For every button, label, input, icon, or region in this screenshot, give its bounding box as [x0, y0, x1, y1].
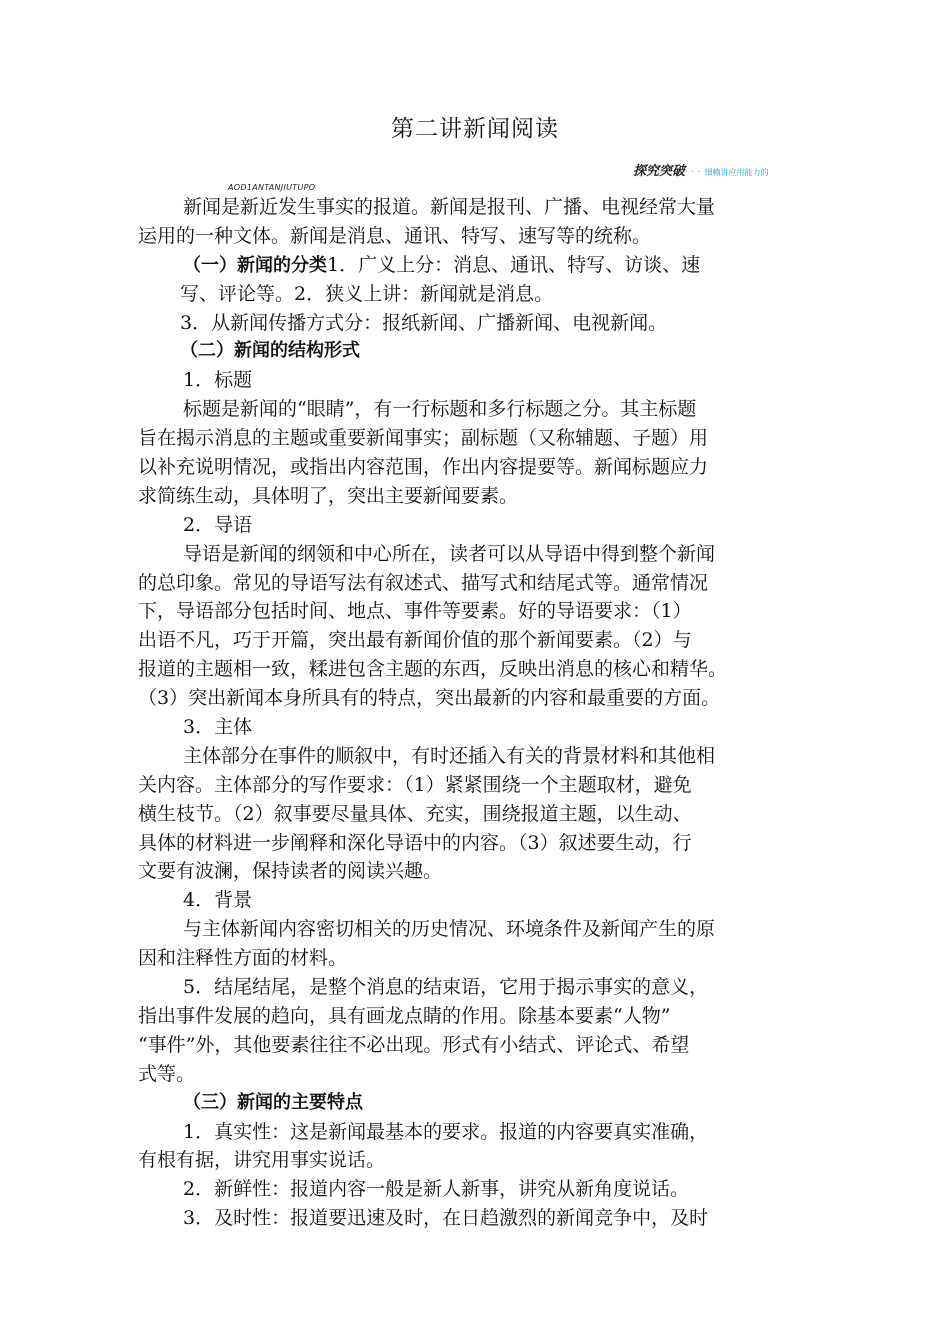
paragraph-line: 2．新鲜性：报道内容一般是新人新事，讲究从新角度说话。 — [183, 1178, 690, 1201]
paragraph-line: “事件”外，其他要素往往不必出现。形式有小结式、评论式、希望 — [138, 1033, 690, 1056]
paragraph-line: 以补充说明情况，或指出内容范围，作出内容提要等。新闻标题应力 — [138, 456, 709, 479]
inline-text: 1．广义上分：消息、通讯、特写、访谈、速 — [327, 253, 701, 276]
paragraph-line: 式等。 — [138, 1062, 196, 1085]
paragraph-line: 运用的一种文体。新闻是消息、通讯、特写、速写等的统称。 — [138, 224, 652, 247]
paragraph-line: 1．真实性：这是新闻最基本的要求。报道的内容要真实准确， — [183, 1120, 709, 1143]
section-heading: （二）新闻的结构形式 — [180, 340, 360, 362]
document-body — [138, 193, 818, 1233]
paragraph-line: 新闻是新近发生事实的报道。新闻是报刊、广播、电视经常大量 — [183, 196, 716, 218]
paragraph-line: （3）突出新闻本身所具有的特点，突出最新的内容和最重要的方面。 — [138, 687, 721, 710]
paragraph-line: 横生枝节。（2）叙事要尽量具体、充实，围绕报道主题，以生动、 — [138, 802, 692, 825]
paragraph-line: 旨在揭示消息的主题或重要新闻事实；副标题（又称辅题、子题）用 — [138, 427, 709, 450]
paragraph-line: 文要有波澜，保持读者的阅读兴趣。 — [138, 860, 443, 883]
banner-title: 探究突破 — [633, 164, 686, 179]
paragraph-line: 指出事件发展的趋向，具有画龙点睛的作用。除基本要素“人物” — [138, 1004, 671, 1027]
paragraph-line: 有根有据，讲究用事实说话。 — [138, 1149, 386, 1172]
banner-pinyin: AOD1ANTANJIUTUPO — [228, 183, 316, 192]
section-heading: （一）新闻的分类 — [183, 254, 327, 276]
page-title: 第二讲新闻阅读 — [391, 116, 559, 142]
paragraph-line: 的总印象。常见的导语写法有叙述式、描写式和结尾式等。通常情况 — [138, 571, 709, 594]
paragraph-line: 3．从新闻传播方式分：报纸新闻、广播新闻、电视新闻。 — [180, 311, 668, 334]
paragraph-line: 3．及时性：报道要迅速及时，在日趋激烈的新闻竞争中，及时 — [183, 1207, 709, 1230]
paragraph-line: 因和注释性方面的材料。 — [138, 947, 348, 970]
paragraph-line: 主体部分在事件的顺叙中，有时还插入有关的背景材料和其他相 — [183, 744, 716, 767]
paragraph-line — [138, 251, 818, 280]
paragraph-line: 求简练生动，具体明了，突出主要新闻要素。 — [138, 484, 519, 507]
section-heading: （三）新闻的主要特点 — [183, 1091, 363, 1113]
paragraph-line: 关内容。主体部分的写作要求：（1）紧紧围绕一个主题取材，避免 — [138, 773, 692, 796]
paragraph-line: 下，导语部分包括时间、地点、事件等要素。好的导语要求：（1） — [138, 600, 692, 623]
subheading: 2．导语 — [183, 513, 253, 536]
subheading: 3．主体 — [183, 716, 253, 739]
banner-dots: · · — [691, 167, 701, 178]
paragraph-line: 具体的材料进一步阐释和深化导语中的内容。（3）叙述要生动，行 — [138, 831, 692, 854]
paragraph-line: 报道的主题相一致，糅进包含主题的东西，反映出消息的核心和精华。 — [138, 658, 728, 681]
subheading: 4．背景 — [183, 889, 253, 912]
paragraph-line: 与主体新闻内容密切相关的历史情况、环境条件及新闻产生的原 — [183, 918, 716, 941]
subheading: 1．标题 — [183, 369, 253, 392]
banner-subtitle: 细赖讲应用能力的 — [704, 168, 769, 177]
paragraph-line: 5．结尾结尾，是整个消息的结束语，它用于揭示事实的意义， — [183, 976, 709, 999]
paragraph-line: 导语是新闻的纲领和中心所在，读者可以从导语中得到整个新闻 — [183, 542, 716, 565]
paragraph-line: 出语不凡，巧于开篇，突出最有新闻价值的那个新闻要素。（2）与 — [138, 629, 692, 652]
paragraph-line: 写、评论等。2．狭义上讲：新闻就是消息。 — [180, 282, 554, 305]
section-banner — [633, 160, 769, 179]
paragraph-line: 标题是新闻的“眼睛”，有一行标题和多行标题之分。其主标题 — [183, 398, 697, 421]
